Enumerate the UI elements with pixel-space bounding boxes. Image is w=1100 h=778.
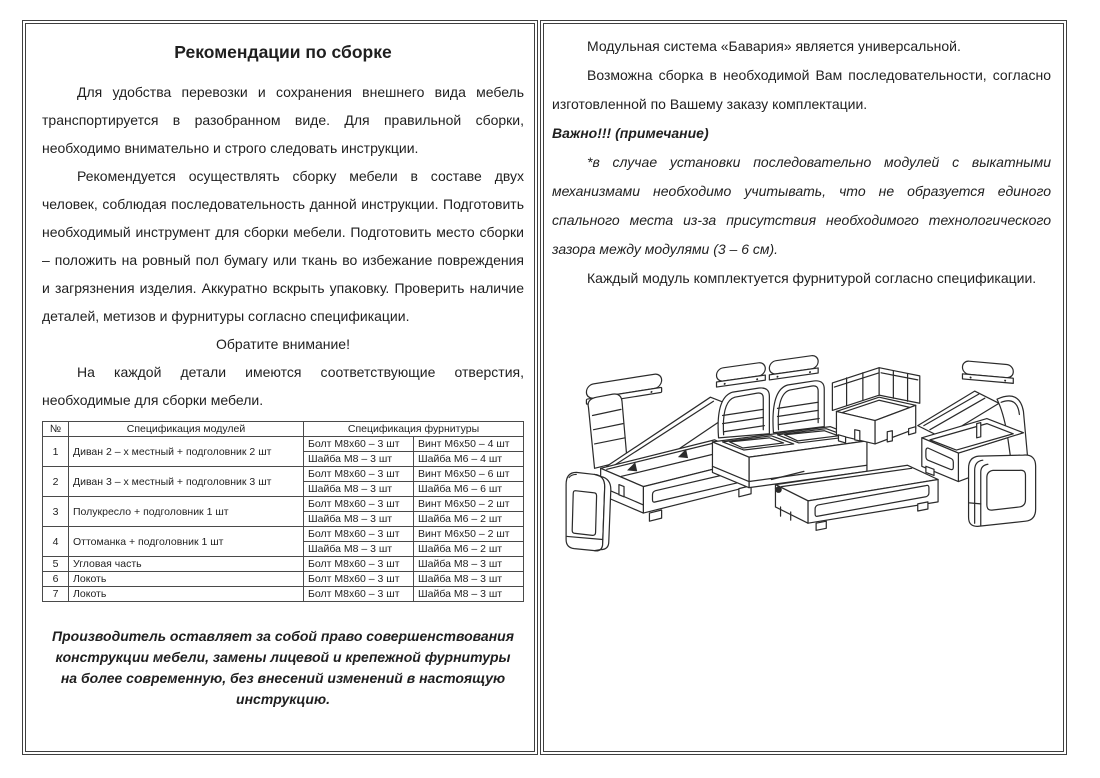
table-row — [43, 497, 524, 512]
table-row — [43, 587, 524, 602]
paragraph-hardware: Каждый модуль комплектуется фурнитурой согласно спецификации. — [587, 270, 1037, 286]
module-cell: Локоть — [69, 572, 304, 587]
hardware-cell: Шайба М8 – 3 шт — [414, 587, 524, 602]
hardware-cell: Шайба М8 – 3 шт — [414, 572, 524, 587]
hardware-cell: Болт М8х60 – 3 шт — [304, 572, 414, 587]
hardware-cell: Шайба М6 – 4 шт — [414, 452, 524, 467]
page-title: Рекомендации по сборке — [174, 42, 392, 62]
hardware-cell: Болт М8х60 – 3 шт — [304, 497, 414, 512]
manufacturer-note: Производитель оставляет за собой право совершенствования конструкции мебели, замены лицевой и крепежной фурнитуры на более современную, без внесений изменений в настоящую инструкцию. — [52, 628, 514, 707]
hardware-cell: Болт М8х60 – 3 шт — [304, 557, 414, 572]
module-cell: Диван 2 – х местный + подголовник 2 шт — [69, 437, 304, 467]
furniture-diagram-svg — [560, 336, 1058, 560]
table-row — [43, 572, 524, 587]
hardware-cell: Болт М8х60 – 3 шт — [304, 467, 414, 482]
table-row — [43, 527, 524, 542]
row-num: 7 — [43, 587, 69, 602]
row-num: 6 — [43, 572, 69, 587]
module-cell: Локоть — [69, 587, 304, 602]
table-row — [43, 557, 524, 572]
right-page-panel — [540, 20, 1067, 755]
hardware-cell: Болт М8х60 – 3 шт — [304, 587, 414, 602]
paragraph-universal: Модульная система «Бавария» является универсальной. — [587, 38, 961, 54]
table-row — [43, 437, 524, 452]
paragraph-holes: На каждой детали имеются соответствующие отверстия, необходимые для сборки мебели. — [42, 364, 524, 408]
row-num: 4 — [43, 527, 69, 557]
module-cell: Оттоманка + подголовник 1 шт — [69, 527, 304, 557]
col-header-hardware: Спецификация фурнитуры — [304, 422, 524, 437]
col-header-modules: Спецификация модулей — [69, 422, 304, 437]
hardware-cell: Шайба М6 – 6 шт — [414, 482, 524, 497]
row-num: 3 — [43, 497, 69, 527]
important-heading: Важно!!! (примечание) — [552, 125, 709, 141]
hardware-cell: Шайба М8 – 3 шт — [304, 452, 414, 467]
paragraph-assembly: Рекомендуется осуществлять сборку мебели в составе двух человек, соблюдая последовательность данной инструкции. Подготовить необходимый инструмент для сборки мебели. Подготовить место сборки – положить на ровный пол бумагу или ткань во избежание повреждения и загрязнения изделия. Аккуратно вскрыть упаковку. Проверить наличие деталей, метизов и фурнитуры согласно спецификации. — [42, 168, 524, 324]
hardware-cell: Шайба М8 – 3 шт — [304, 512, 414, 527]
row-num: 2 — [43, 467, 69, 497]
corner-unit — [832, 368, 919, 444]
hardware-cell: Шайба М8 – 3 шт — [414, 557, 524, 572]
furniture-diagram — [560, 336, 1058, 560]
left-armrest — [566, 472, 611, 550]
col-header-num: № — [43, 422, 69, 437]
spec-table — [42, 421, 524, 602]
left-page-panel — [22, 20, 538, 755]
hardware-cell: Шайба М6 – 2 шт — [414, 542, 524, 557]
row-num: 1 — [43, 437, 69, 467]
hardware-cell: Болт М8х60 – 3 шт — [304, 527, 414, 542]
module-cell: Диван 3 – х местный + подголовник 3 шт — [69, 467, 304, 497]
paragraph-transport: Для удобства перевозки и сохранения внешнего вида мебель транспортируется в разобранном виде. Для правильной сборки, необходимо внимательно и строго следовать инструкции. — [42, 84, 524, 156]
hardware-cell: Винт М6х50 – 4 шт — [414, 437, 524, 452]
hardware-cell: Шайба М8 – 3 шт — [304, 482, 414, 497]
right-armrest — [969, 455, 1036, 526]
module-cell: Полукресло + подголовник 1 шт — [69, 497, 304, 527]
hardware-cell: Шайба М6 – 2 шт — [414, 512, 524, 527]
row-num: 5 — [43, 557, 69, 572]
table-row — [43, 467, 524, 482]
module-cell: Угловая часть — [69, 557, 304, 572]
table-header-row — [43, 422, 524, 437]
hardware-cell: Шайба М8 – 3 шт — [304, 542, 414, 557]
hardware-cell: Винт М6х50 – 2 шт — [414, 527, 524, 542]
notice-heading: Обратите внимание! — [216, 336, 350, 352]
hardware-cell: Винт М6х50 – 2 шт — [414, 497, 524, 512]
hardware-cell: Винт М6х50 – 6 шт — [414, 467, 524, 482]
paragraph-sequence: Возможна сборка в необходимой Вам последовательности, согласно изготовленной по Вашему заказу комплектации. — [552, 67, 1051, 112]
important-note: *в случае установки последовательно модулей с выкатными механизмами необходимо учитывать, что не образуется единого спального места из-за присутствия необходимого технологического зазора между модулями (3 – 6 см). — [552, 154, 1051, 257]
hardware-cell: Болт М8х60 – 3 шт — [304, 437, 414, 452]
